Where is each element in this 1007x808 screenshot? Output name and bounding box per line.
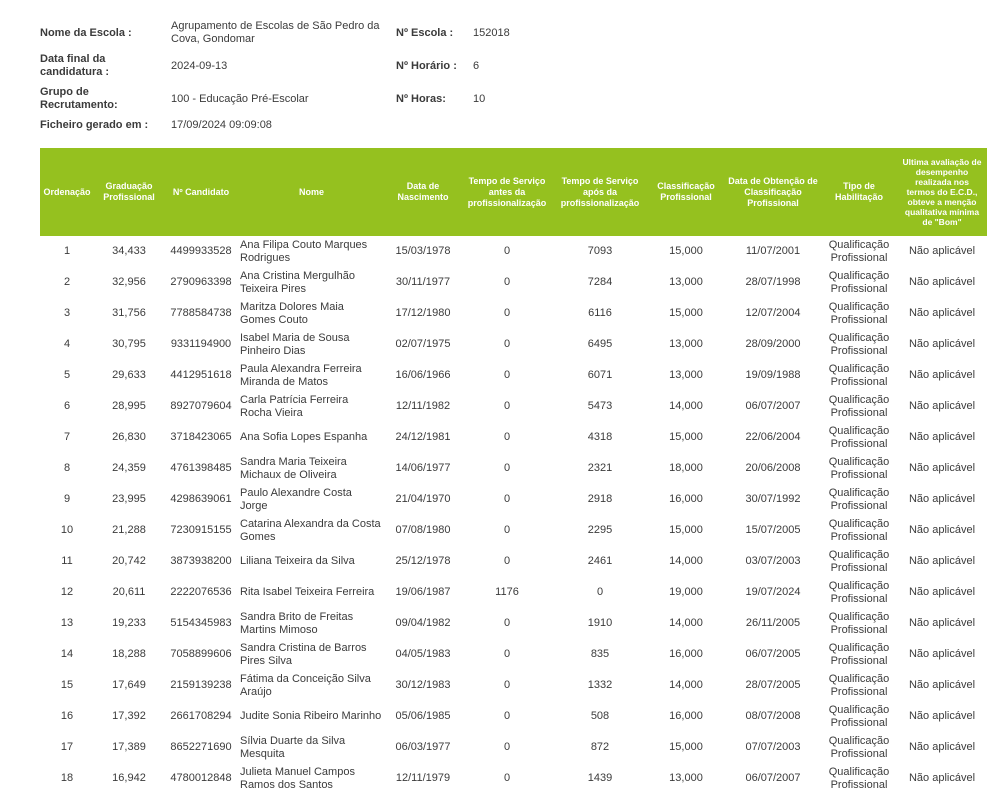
- cell-ordenacao: 10: [60, 524, 74, 536]
- cell-nome: Sandra Cristina de Barros Pires Silva: [240, 641, 367, 667]
- cell-ordenacao: 15: [60, 679, 74, 691]
- cell-ordenacao: 9: [63, 493, 71, 505]
- cell-tempo-antes: 0: [503, 741, 511, 753]
- cell-tempo-apos: 835: [590, 648, 610, 660]
- cell-avaliacao: Não aplicável: [908, 338, 976, 350]
- schedule-number-value: 6: [473, 59, 480, 72]
- cell-classificacao: 14,000: [669, 555, 703, 567]
- table-row: [40, 484, 987, 515]
- cell-classificacao: 13,000: [669, 276, 703, 288]
- cell-nome: Ana Cristina Mergulhão Teixeira Pires: [240, 269, 355, 295]
- cell-candidato: 2790963398: [170, 276, 232, 288]
- cell-tempo-apos: 1910: [587, 617, 613, 629]
- col-header-tempo-apos: Tempo de Serviço após da profissionalização: [553, 148, 647, 236]
- cell-data-obtencao: 19/09/1988: [745, 369, 801, 381]
- cell-classificacao: 15,000: [669, 741, 703, 753]
- cell-tempo-apos: 1439: [587, 772, 613, 784]
- cell-tempo-antes: 0: [503, 338, 511, 350]
- table-row: [40, 422, 987, 453]
- cell-tempo-antes: 0: [503, 772, 511, 784]
- cell-candidato: 5154345983: [170, 617, 232, 629]
- cell-nome: Judite Sonia Ribeiro Marinho: [240, 710, 382, 722]
- cell-tipo-habilitacao: Qualificação Profissional: [828, 641, 890, 667]
- cell-ordenacao: 12: [60, 586, 74, 598]
- cell-classificacao: 19,000: [669, 586, 703, 598]
- col-header-graduacao: Graduação Profissional: [94, 148, 164, 236]
- cell-classificacao: 16,000: [669, 710, 703, 722]
- cell-data-obtencao: 22/06/2004: [745, 431, 801, 443]
- generated-at-value: 17/09/2024 09:09:08: [171, 119, 272, 131]
- cell-candidato: 7058899606: [170, 648, 232, 660]
- hours-value: 10: [473, 92, 486, 105]
- cell-candidato: 4761398485: [170, 462, 232, 474]
- cell-nome: Fátima da Conceição Silva Araújo: [240, 672, 371, 698]
- cell-graduacao: 32,956: [112, 276, 146, 288]
- cell-tempo-antes: 0: [503, 307, 511, 319]
- cell-tempo-apos: 508: [590, 710, 610, 722]
- cell-ordenacao: 3: [63, 307, 71, 319]
- cell-graduacao: 28,995: [112, 400, 146, 412]
- cell-candidato: 3873938200: [170, 555, 232, 567]
- cell-tempo-apos: 2321: [587, 462, 613, 474]
- cell-tipo-habilitacao: Qualificação Profissional: [828, 703, 890, 729]
- col-header-nome: Nome: [238, 148, 385, 236]
- col-header-data-obtencao: Data de Obtenção de Classificação Profissional: [725, 148, 821, 236]
- cell-tempo-apos: 872: [590, 741, 610, 753]
- cell-tipo-habilitacao: Qualificação Profissional: [828, 517, 890, 543]
- cell-nome: Catarina Alexandra da Costa Gomes: [240, 517, 381, 543]
- cell-avaliacao: Não aplicável: [908, 307, 976, 319]
- cell-nascimento: 19/06/1987: [395, 586, 451, 598]
- cell-avaliacao: Não aplicável: [908, 431, 976, 443]
- cell-avaliacao: Não aplicável: [908, 555, 976, 567]
- cell-tipo-habilitacao: Qualificação Profissional: [828, 393, 890, 419]
- cell-nascimento: 07/08/1980: [395, 524, 451, 536]
- cell-avaliacao: Não aplicável: [908, 369, 976, 381]
- table-row: [40, 701, 987, 732]
- table-header-row: [40, 148, 987, 236]
- table-row: [40, 267, 987, 298]
- cell-nome: Paula Alexandra Ferreira Miranda de Matos: [240, 362, 362, 388]
- col-header-ordenacao: Ordenação: [40, 148, 94, 236]
- cell-candidato: 2222076536: [170, 586, 232, 598]
- cell-nascimento: 25/12/1978: [395, 555, 451, 567]
- cell-avaliacao: Não aplicável: [908, 710, 976, 722]
- cell-tipo-habilitacao: Qualificação Profissional: [828, 424, 890, 450]
- cell-nascimento: 04/05/1983: [395, 648, 451, 660]
- table-row: [40, 391, 987, 422]
- cell-tempo-apos: 6071: [587, 369, 613, 381]
- cell-nascimento: 02/07/1975: [395, 338, 451, 350]
- cell-classificacao: 14,000: [669, 617, 703, 629]
- cell-classificacao: 18,000: [669, 462, 703, 474]
- cell-tempo-apos: 1332: [587, 679, 613, 691]
- cell-graduacao: 17,392: [112, 710, 146, 722]
- cell-nome: Paulo Alexandre Costa Jorge: [240, 486, 352, 512]
- cell-classificacao: 15,000: [669, 524, 703, 536]
- hours-label: Nº Horas:: [396, 92, 446, 105]
- cell-graduacao: 20,742: [112, 555, 146, 567]
- cell-nome: Sandra Maria Teixeira Michaux de Oliveira: [240, 455, 347, 481]
- cell-classificacao: 16,000: [669, 493, 703, 505]
- cell-classificacao: 15,000: [669, 431, 703, 443]
- cell-tempo-antes: 0: [503, 710, 511, 722]
- cell-classificacao: 13,000: [669, 338, 703, 350]
- cell-avaliacao: Não aplicável: [908, 648, 976, 660]
- cell-nascimento: 15/03/1978: [395, 245, 451, 257]
- cell-classificacao: 13,000: [669, 772, 703, 784]
- cell-tempo-apos: 2918: [587, 493, 613, 505]
- cell-tipo-habilitacao: Qualificação Profissional: [828, 300, 890, 326]
- cell-nome: Ana Filipa Couto Marques Rodrigues: [240, 238, 368, 264]
- cell-ordenacao: 13: [60, 617, 74, 629]
- cell-graduacao: 29,633: [112, 369, 146, 381]
- cell-avaliacao: Não aplicável: [908, 400, 976, 412]
- cell-avaliacao: Não aplicável: [908, 462, 976, 474]
- cell-tempo-antes: 1176: [495, 586, 519, 598]
- cell-tempo-apos: 5473: [587, 400, 613, 412]
- cell-candidato: 4298639061: [170, 493, 232, 505]
- cell-nome: Liliana Teixeira da Silva: [240, 555, 355, 567]
- school-name-label: Nome da Escola :: [40, 26, 132, 39]
- cell-ordenacao: 6: [63, 400, 71, 412]
- cell-classificacao: 13,000: [669, 369, 703, 381]
- cell-ordenacao: 17: [60, 741, 74, 753]
- generated-at-label: Ficheiro gerado em :: [40, 119, 149, 131]
- cell-avaliacao: Não aplicável: [908, 617, 976, 629]
- cell-nascimento: 05/06/1985: [395, 710, 451, 722]
- cell-avaliacao: Não aplicável: [908, 245, 976, 257]
- deadline-value: 2024-09-13: [171, 59, 228, 72]
- cell-candidato: 2159139238: [170, 679, 232, 691]
- cell-classificacao: 14,000: [669, 400, 703, 412]
- cell-data-obtencao: 06/07/2007: [745, 772, 801, 784]
- cell-tempo-apos: 6495: [587, 338, 613, 350]
- cell-tempo-antes: 0: [503, 276, 511, 288]
- cell-data-obtencao: 11/07/2001: [745, 245, 801, 257]
- cell-tempo-antes: 0: [503, 555, 511, 567]
- table-row: [40, 515, 987, 546]
- cell-avaliacao: Não aplicável: [908, 276, 976, 288]
- table-row: [40, 577, 987, 608]
- table-row: [40, 608, 987, 639]
- cell-tempo-antes: 0: [503, 493, 511, 505]
- cell-data-obtencao: 08/07/2008: [745, 710, 801, 722]
- cell-ordenacao: 4: [63, 338, 71, 350]
- table-row: [40, 639, 987, 670]
- cell-nascimento: 09/04/1982: [395, 617, 451, 629]
- cell-graduacao: 23,995: [112, 493, 146, 505]
- cell-tempo-apos: 7093: [587, 245, 613, 257]
- cell-tipo-habilitacao: Qualificação Profissional: [828, 548, 890, 574]
- cell-tempo-antes: 0: [503, 617, 511, 629]
- cell-ordenacao: 11: [61, 555, 73, 567]
- cell-tipo-habilitacao: Qualificação Profissional: [828, 331, 890, 357]
- cell-avaliacao: Não aplicável: [908, 679, 976, 691]
- cell-tipo-habilitacao: Qualificação Profissional: [828, 455, 890, 481]
- cell-classificacao: 14,000: [669, 679, 703, 691]
- cell-classificacao: 15,000: [669, 245, 703, 257]
- cell-tipo-habilitacao: Qualificação Profissional: [828, 610, 890, 636]
- cell-graduacao: 34,433: [112, 245, 146, 257]
- cell-tempo-antes: 0: [503, 462, 511, 474]
- cell-tipo-habilitacao: Qualificação Profissional: [828, 238, 890, 264]
- cell-data-obtencao: 06/07/2005: [745, 648, 801, 660]
- cell-graduacao: 26,830: [112, 431, 146, 443]
- cell-graduacao: 16,942: [112, 772, 146, 784]
- table-row: [40, 732, 987, 763]
- cell-candidato: 7788584738: [170, 307, 232, 319]
- school-number-value: 152018: [473, 26, 510, 39]
- table-row: [40, 329, 987, 360]
- cell-tempo-antes: 0: [503, 524, 511, 536]
- cell-nascimento: 12/11/1979: [395, 772, 451, 784]
- cell-tipo-habilitacao: Qualificação Profissional: [828, 672, 890, 698]
- cell-tempo-antes: 0: [503, 679, 511, 691]
- cell-nascimento: 30/11/1977: [395, 276, 451, 288]
- cell-ordenacao: 5: [63, 369, 71, 381]
- cell-classificacao: 16,000: [669, 648, 703, 660]
- table-header: [40, 148, 987, 236]
- cell-data-obtencao: 06/07/2007: [745, 400, 801, 412]
- cell-ordenacao: 2: [63, 276, 71, 288]
- cell-graduacao: 17,389: [112, 741, 146, 753]
- cell-candidato: 2661708294: [170, 710, 232, 722]
- cell-tempo-apos: 7284: [587, 276, 613, 288]
- col-header-nascimento: Data de Nascimento: [385, 148, 461, 236]
- cell-nome: Maritza Dolores Maia Gomes Couto: [240, 300, 344, 326]
- recruitment-group-label: Grupo de Recrutamento:: [40, 86, 118, 111]
- cell-nome: Sandra Brito de Freitas Martins Mimoso: [240, 610, 354, 636]
- cell-graduacao: 20,611: [112, 586, 146, 598]
- cell-data-obtencao: 20/06/2008: [745, 462, 801, 474]
- cell-graduacao: 21,288: [112, 524, 146, 536]
- cell-candidato: 3718423065: [170, 431, 232, 443]
- cell-graduacao: 17,649: [112, 679, 146, 691]
- col-header-tipo-habilitacao: Tipo de Habilitação: [821, 148, 897, 236]
- cell-graduacao: 19,233: [112, 617, 146, 629]
- cell-tipo-habilitacao: Qualificação Profissional: [828, 486, 890, 512]
- cell-tempo-apos: 0: [596, 586, 604, 598]
- school-name-value: Agrupamento de Escolas de São Pedro da Cova, Gondomar: [171, 20, 380, 45]
- cell-ordenacao: 1: [63, 245, 71, 257]
- cell-ordenacao: 7: [63, 431, 71, 443]
- cell-data-obtencao: 28/09/2000: [745, 338, 801, 350]
- cell-candidato: 4412951618: [170, 369, 232, 381]
- cell-nome: Isabel Maria de Sousa Pinheiro Dias: [240, 331, 350, 357]
- cell-tipo-habilitacao: Qualificação Profissional: [828, 579, 890, 605]
- cell-tipo-habilitacao: Qualificação Profissional: [828, 269, 890, 295]
- table-row: [40, 298, 987, 329]
- cell-data-obtencao: 28/07/1998: [745, 276, 801, 288]
- cell-ordenacao: 16: [60, 710, 74, 722]
- cell-nome: Julieta Manuel Campos Ramos dos Santos: [240, 765, 355, 791]
- cell-data-obtencao: 07/07/2003: [745, 741, 801, 753]
- cell-data-obtencao: 30/07/1992: [745, 493, 801, 505]
- cell-tempo-apos: 2461: [587, 555, 613, 567]
- deadline-label: Data final da candidatura :: [40, 53, 110, 78]
- schedule-number-label: Nº Horário :: [396, 59, 457, 72]
- cell-avaliacao: Não aplicável: [908, 493, 976, 505]
- cell-tempo-antes: 0: [503, 400, 511, 412]
- cell-graduacao: 31,756: [112, 307, 146, 319]
- cell-tempo-apos: 4318: [587, 431, 613, 443]
- cell-tempo-antes: 0: [503, 431, 511, 443]
- cell-candidato: 8652271690: [170, 741, 232, 753]
- table-row: [40, 670, 987, 701]
- table-body: [40, 236, 987, 794]
- cell-nome: Rita Isabel Teixeira Ferreira: [240, 586, 375, 598]
- cell-ordenacao: 18: [60, 772, 74, 784]
- cell-tempo-antes: 0: [503, 648, 511, 660]
- table-row: [40, 236, 987, 267]
- cell-nascimento: 16/06/1966: [395, 369, 451, 381]
- cell-ordenacao: 8: [63, 462, 71, 474]
- cell-nascimento: 21/04/1970: [395, 493, 451, 505]
- cell-graduacao: 18,288: [112, 648, 146, 660]
- cell-graduacao: 30,795: [112, 338, 146, 350]
- cell-data-obtencao: 15/07/2005: [745, 524, 801, 536]
- cell-nascimento: 06/03/1977: [395, 741, 451, 753]
- cell-nascimento: 12/11/1982: [395, 400, 451, 412]
- cell-nome: Ana Sofia Lopes Espanha: [240, 431, 368, 443]
- cell-tempo-antes: 0: [503, 245, 511, 257]
- col-header-classificacao: Classificação Profissional: [647, 148, 725, 236]
- table-row: [40, 360, 987, 391]
- cell-avaliacao: Não aplicável: [908, 741, 976, 753]
- report-meta: [40, 20, 740, 132]
- candidates-table: [40, 148, 987, 794]
- cell-candidato: 7230915155: [170, 524, 232, 536]
- cell-candidato: 4780012848: [170, 772, 232, 784]
- recruitment-group-value: 100 - Educação Pré-Escolar: [171, 92, 309, 105]
- cell-data-obtencao: 03/07/2003: [745, 555, 801, 567]
- cell-nascimento: 24/12/1981: [395, 431, 451, 443]
- table-row: [40, 763, 987, 794]
- cell-tempo-apos: 6116: [588, 307, 612, 319]
- table-row: [40, 546, 987, 577]
- col-header-tempo-antes: Tempo de Serviço antes da profissionalização: [461, 148, 553, 236]
- cell-data-obtencao: 12/07/2004: [745, 307, 801, 319]
- cell-tempo-antes: 0: [503, 369, 511, 381]
- cell-avaliacao: Não aplicável: [908, 524, 976, 536]
- cell-avaliacao: Não aplicável: [908, 772, 976, 784]
- cell-candidato: 4499933528: [170, 245, 232, 257]
- cell-classificacao: 15,000: [669, 307, 703, 319]
- cell-nascimento: 14/06/1977: [395, 462, 451, 474]
- cell-nome: Carla Patrícia Ferreira Rocha Vieira: [240, 393, 349, 419]
- cell-data-obtencao: 19/07/2024: [745, 586, 801, 598]
- cell-avaliacao: Não aplicável: [908, 586, 976, 598]
- cell-nome: Sílvia Duarte da Silva Mesquita: [240, 734, 346, 760]
- cell-tempo-apos: 2295: [587, 524, 613, 536]
- cell-candidato: 9331194900: [170, 338, 232, 350]
- cell-candidato: 8927079604: [170, 400, 232, 412]
- col-header-avaliacao: Ultima avaliação de desempenho realizada nos termos do E.C.D., obteve a menção qualitativa mínima de "Bom": [897, 148, 987, 236]
- cell-nascimento: 30/12/1983: [395, 679, 451, 691]
- cell-data-obtencao: 26/11/2005: [745, 617, 801, 629]
- cell-graduacao: 24,359: [112, 462, 146, 474]
- cell-ordenacao: 14: [60, 648, 74, 660]
- cell-tipo-habilitacao: Qualificação Profissional: [828, 734, 890, 760]
- cell-data-obtencao: 28/07/2005: [745, 679, 801, 691]
- school-number-label: Nº Escola :: [396, 26, 454, 39]
- col-header-candidato: Nº Candidato: [164, 148, 238, 236]
- cell-nascimento: 17/12/1980: [395, 307, 451, 319]
- table-row: [40, 453, 987, 484]
- cell-tipo-habilitacao: Qualificação Profissional: [828, 765, 890, 791]
- cell-tipo-habilitacao: Qualificação Profissional: [828, 362, 890, 388]
